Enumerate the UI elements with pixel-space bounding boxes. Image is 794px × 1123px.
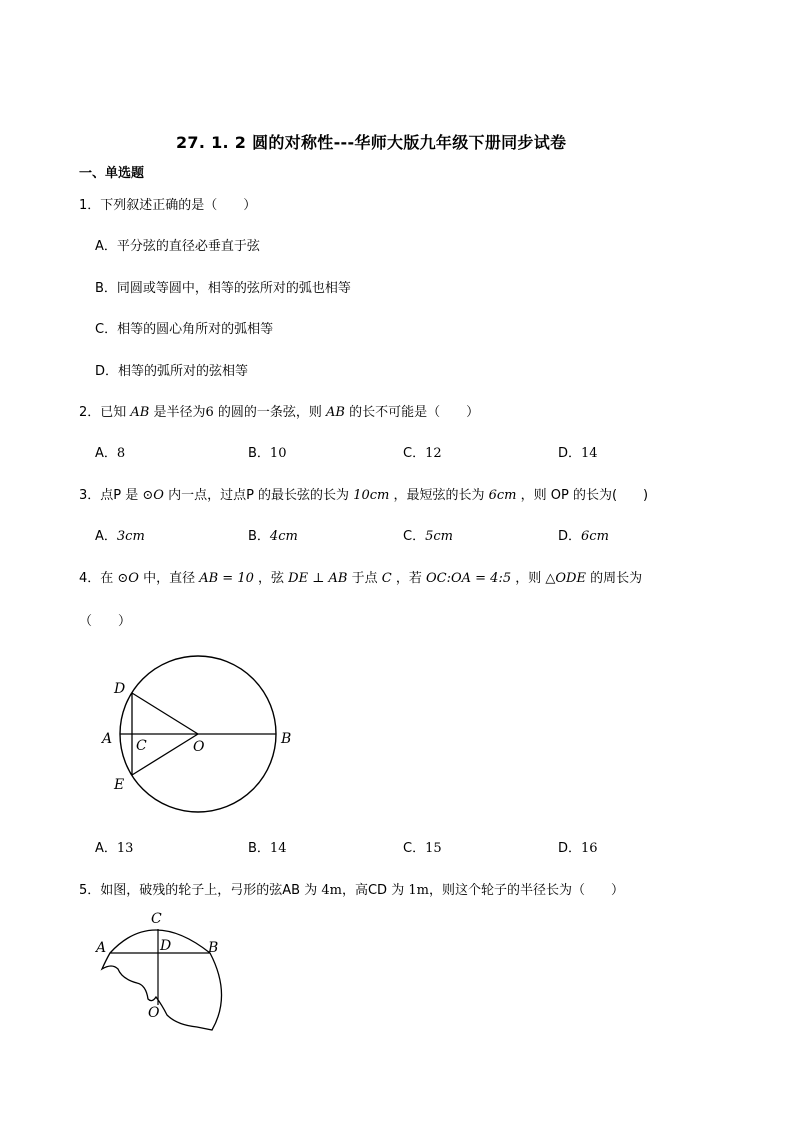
label-b: B — [208, 940, 219, 956]
question-4-figure — [95, 650, 305, 820]
question-4-stem-cont: （ ） — [79, 614, 132, 629]
question-3-stem: 3．点P 是 ⊙O 内一点，过点P 的最长弦的长为 10cm ，最短弦的长为 6cm ，则 OP 的长为( ) — [79, 488, 649, 503]
question-4-option-c: C．15 — [403, 841, 442, 856]
question-4-stem: 4．在 ⊙O 中，直径 AB = 10 ，弦 DE ⊥ AB 于点 C ，若 OC:OA = 4:5 ，则 △ODE 的周长为 — [79, 571, 643, 586]
label-o: O — [193, 739, 205, 755]
question-5-figure — [92, 905, 232, 1035]
question-2-option-a: A．8 — [95, 446, 126, 461]
question-3-option-c: C．5cm — [403, 529, 453, 544]
question-1-option-a: A．平分弦的直径必垂直于弦 — [95, 239, 260, 254]
question-4-option-a: A．13 — [95, 841, 134, 856]
label-c: C — [136, 738, 147, 754]
label-e: E — [114, 777, 125, 793]
question-4-option-d: D．16 — [558, 841, 598, 856]
label-b: B — [281, 731, 292, 747]
question-1-stem: 1．下列叙述正确的是（ ） — [79, 198, 257, 213]
question-2-option-c: C．12 — [403, 446, 442, 461]
question-1-option-c: C．相等的圆心角所对的弧相等 — [95, 322, 274, 337]
question-2-option-d: D．14 — [558, 446, 598, 461]
segment-od — [132, 693, 198, 734]
label-d: D — [160, 938, 172, 954]
question-2-option-b: B．10 — [248, 446, 287, 461]
page-title: 27. 1. 2 圆的对称性---华师大版九年级下册同步试卷 — [176, 133, 567, 152]
section-heading: 一、单选题 — [79, 166, 145, 181]
question-3-option-d: D．6cm — [558, 529, 609, 544]
question-1-option-d: D．相等的弧所对的弦相等 — [95, 364, 249, 379]
label-d: D — [114, 681, 126, 697]
question-3-option-b: B．4cm — [248, 529, 298, 544]
label-c: C — [151, 911, 162, 927]
question-5-stem: 5．如图，破残的轮子上，弓形的弦AB 为 4m，高CD 为 1m，则这个轮子的半径长为（ ） — [79, 883, 624, 898]
question-3-option-a: A．3cm — [95, 529, 145, 544]
question-4-option-b: B．14 — [248, 841, 287, 856]
question-2-stem: 2．已知 AB 是半径为6 的圆的一条弦，则 AB 的长不可能是（ ） — [79, 405, 480, 420]
question-1-option-b: B．同圆或等圆中，相等的弦所对的弧也相等 — [95, 281, 351, 296]
label-o: O — [148, 1005, 160, 1021]
label-a: A — [96, 940, 107, 956]
label-a: A — [102, 731, 113, 747]
